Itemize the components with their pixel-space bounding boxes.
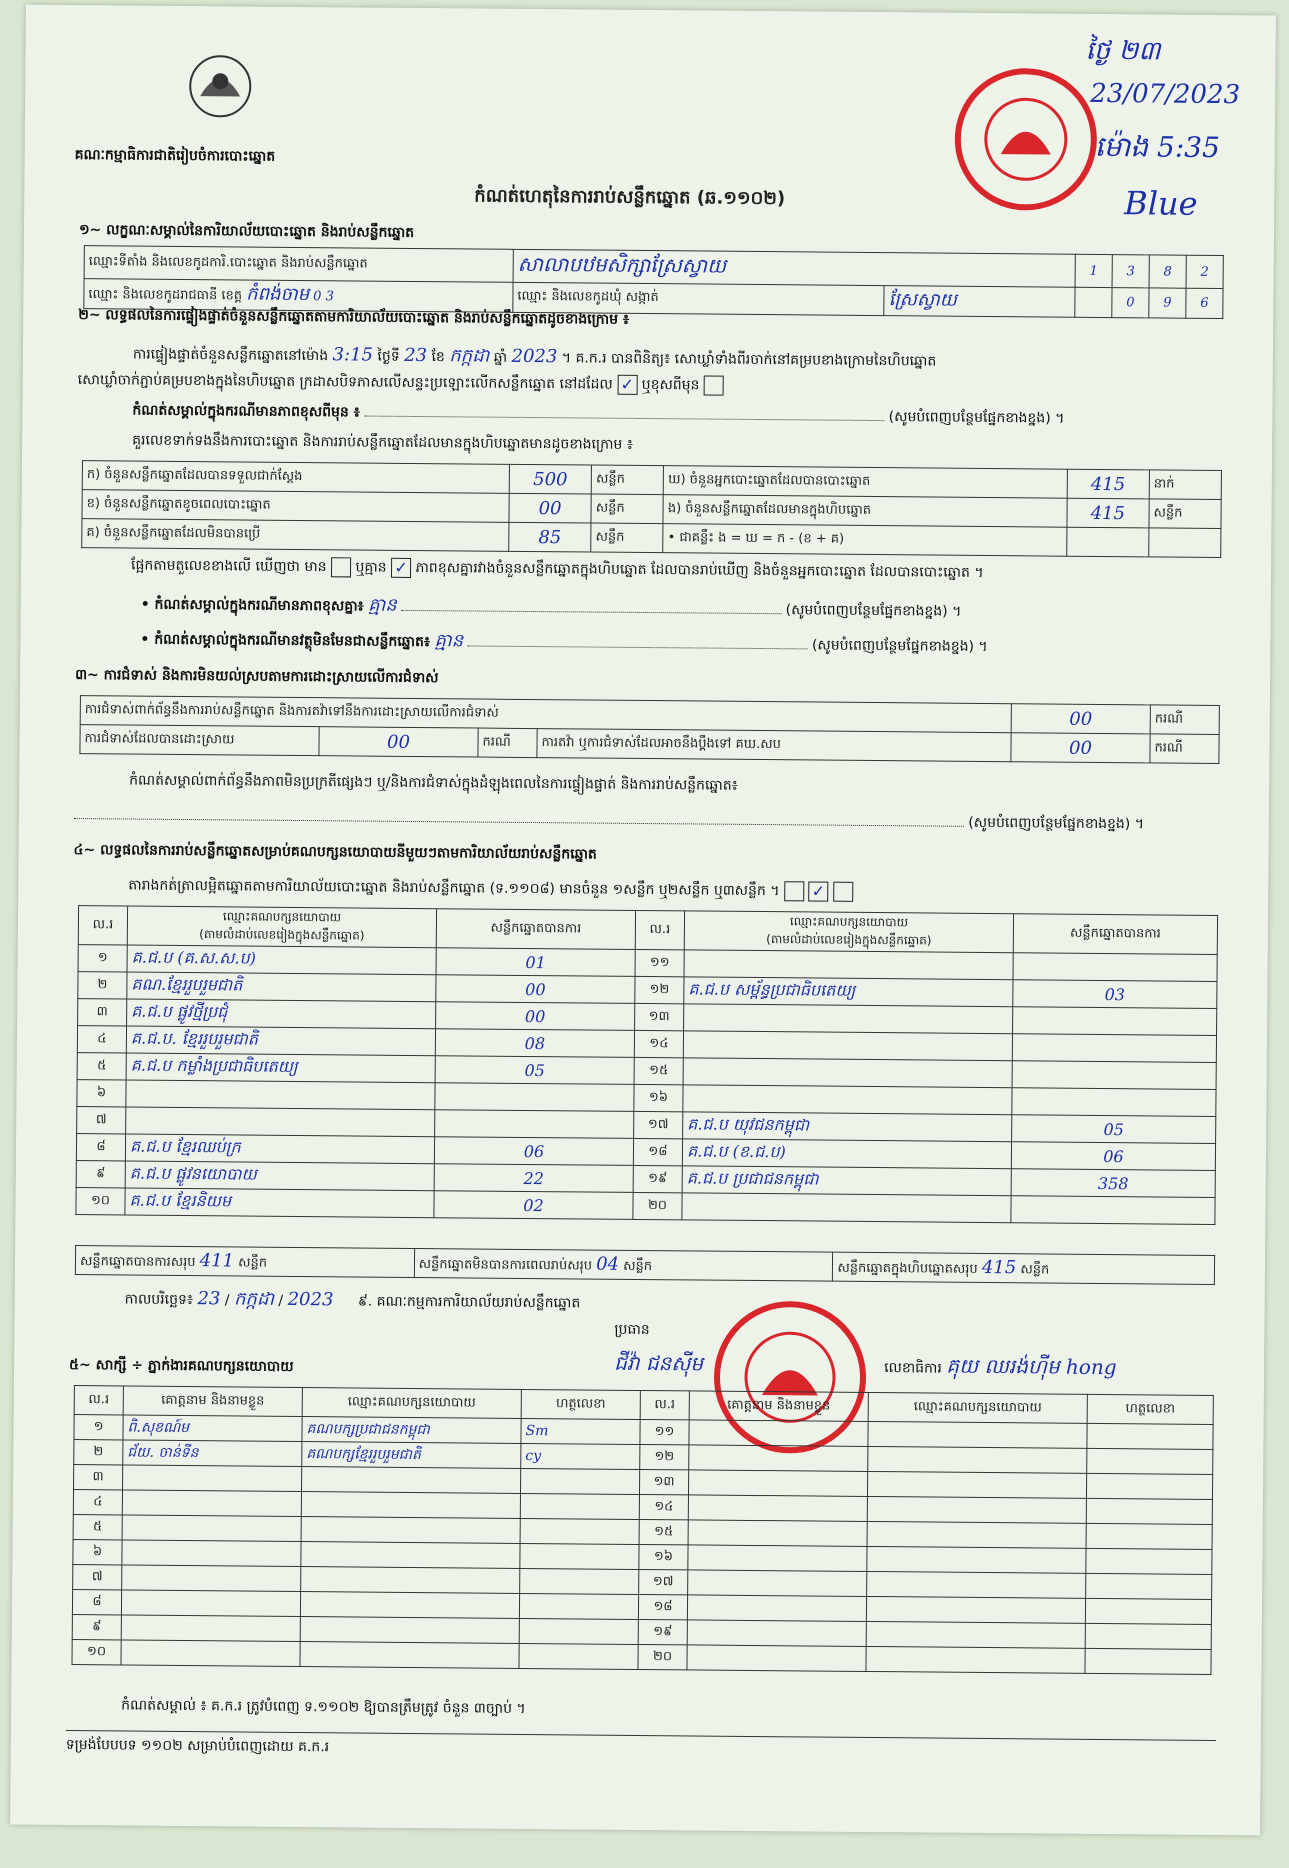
wit-party: គណបក្សប្រជាជនកម្ពុជា: [302, 1417, 521, 1444]
wit-no: ២០: [638, 1644, 687, 1669]
res-votes: 05: [435, 1056, 634, 1085]
wit-name: [687, 1595, 866, 1622]
wit-name: [122, 1540, 301, 1567]
res-no: ១១: [635, 949, 684, 976]
chair-signature: ជីវ៉ា ជនស៊ីម: [614, 1350, 704, 1376]
row1-value: សាលាបឋមសិក្សាស្រែស្វាយ: [513, 249, 1075, 287]
count-right-label: • ជាគន្លឹះ ង = ឃ = ក - (ខ + គ): [663, 524, 1066, 557]
row1-label: ឈ្មោះទីតាំង និងលេខកូដការិ.បោះឆ្នោត និងរាប់សន្លឹកឆ្នោត: [84, 246, 513, 283]
obj-r1-unit: ករណី: [1150, 705, 1219, 735]
total-box-unit: សន្លឹក: [1020, 1261, 1050, 1278]
year-value: 2023: [511, 345, 558, 368]
count-left-label: ក) ចំនួនសន្លឹកឆ្នោតដែលបានទទួលជាក់ស្តែង: [82, 461, 509, 494]
res-party: [683, 1058, 1012, 1088]
wit-col-no: ល.រ: [74, 1386, 123, 1415]
line1-d: ឆ្នាំ: [493, 349, 508, 366]
obj-r2-value: 00: [319, 727, 478, 757]
section4-heading: ៤~ លទ្ធផលនៃការរាប់សន្លឹកឆ្នោតសម្រាប់គណបក្សនយោបាយនីមួយៗតាមការិយាល័យរាប់សន្លឹកឆ្នោត: [73, 842, 597, 863]
count-table: [81, 460, 1222, 558]
wit-party: [866, 1646, 1085, 1673]
wit-no: ១១: [640, 1419, 689, 1444]
res-party: [683, 1031, 1012, 1061]
obj-r2-unit: ករណី: [478, 728, 537, 758]
total-valid-unit: សន្លឹក: [238, 1254, 268, 1271]
note-dotline: [364, 416, 884, 422]
res-votes: 00: [436, 975, 635, 1004]
bullet1-suffix: (សូមបំពេញបន្ថែមផ្នែកខាងខ្នង) ។: [785, 602, 962, 620]
wit-name: [122, 1565, 301, 1592]
res-votes: 08: [435, 1029, 634, 1058]
wit-sig: [519, 1643, 638, 1669]
total-invalid: [414, 1249, 833, 1282]
sheets-1-checkbox[interactable]: [784, 881, 804, 901]
witness-table: [71, 1385, 1213, 1675]
res-votes: [435, 1083, 634, 1112]
total-invalid-unit: សន្លឹក: [623, 1258, 653, 1274]
res-no: ១: [78, 945, 127, 972]
res-party: គ.ជ.ប (ខ.ជ.ប): [682, 1139, 1011, 1169]
wit-no: ១៧: [639, 1569, 688, 1594]
wit-name: [689, 1445, 868, 1472]
sheets-3-checkbox[interactable]: [833, 882, 853, 902]
res-party: គ.ជ.ប កម្លាំងប្រជាធិបតេយ្យ: [126, 1053, 435, 1083]
wit-no: ១០: [72, 1640, 121, 1665]
row2-code2-2: 9: [1149, 288, 1186, 318]
wit-no: ៤: [73, 1490, 122, 1515]
wit-party: [866, 1596, 1085, 1623]
compare-a: ផ្អែកតាមតួលេខខាងលើ ឃើញថា មាន: [131, 557, 327, 576]
wit-party: [300, 1642, 519, 1669]
section3-note: កំណត់សម្គាល់ពាក់ព័ន្ធនឹងភាពមិនប្រក្រតីផ្សេងៗ ឬ/និងការជំទាស់ក្នុងដំឡុងពេលនៃការផ្ទៀងផ្ទាត់ និងការរាប់សន្លឹកឆ្នោត៖: [129, 772, 738, 794]
line2-text: សោឃ្លាំចាក់ភ្ជាប់គម្របខាងក្នុងនៃហិបឆ្នោត ក្រដាសបិទភាសលើសន្ទះប្រឡោះលើកសន្លឹកឆ្នោត នៅដដែល: [77, 372, 613, 393]
res-party: គ.ជ.ប សម្ព័ន្ធប្រជាធិបតេយ្យ: [684, 977, 1013, 1007]
wit-name: [689, 1420, 868, 1447]
res-party: [126, 1107, 435, 1137]
res-no: ៥: [77, 1053, 126, 1080]
wit-no: ១៣: [639, 1469, 688, 1494]
res-no: ១៧: [634, 1111, 683, 1138]
res-no: ៣: [78, 999, 127, 1026]
wit-no: ១៩: [638, 1619, 687, 1644]
count-right-value: [1066, 527, 1149, 557]
day-value: 23: [404, 344, 428, 367]
wit-sig: [1085, 1623, 1211, 1649]
obj-r2-unit2: ករណី: [1150, 734, 1219, 764]
res-no: ១៨: [633, 1138, 682, 1165]
total-box-value: 415: [981, 1256, 1017, 1278]
total-valid-value: 411: [199, 1249, 235, 1271]
wit-sig: Sm: [521, 1418, 640, 1444]
res-party: គ.ជ.ប ខ្មែរនិយម: [125, 1188, 434, 1218]
diff-no-checkbox[interactable]: ✓: [391, 558, 411, 578]
wit-party: [300, 1592, 519, 1619]
wit-party: [867, 1471, 1086, 1498]
res-votes: 00: [436, 1002, 635, 1031]
wit-no: ១: [74, 1415, 123, 1440]
section2-note: [132, 401, 1232, 432]
obj-r2-label2: ការតវ៉ា ឬការជំទាស់ដែលអាចនឹងប្តឹងទៅ គឃ.សប: [537, 729, 1011, 762]
wit-party: [300, 1617, 519, 1644]
wit-col-sig-2: ហត្ថលេខា: [1087, 1394, 1213, 1424]
res-party: គ.ជ.ប យុវជនកម្ពុជា: [683, 1112, 1012, 1142]
count-left-unit: សន្លឹក: [591, 494, 663, 524]
res-party: គណ.ខ្មែររួបរួមជាតិ: [127, 972, 436, 1002]
wit-party: [867, 1496, 1086, 1523]
wit-sig: [520, 1493, 639, 1519]
wit-sig: [520, 1568, 639, 1594]
wit-no: ៣: [74, 1465, 123, 1490]
res-party: គ.ជ.ប ផ្លូវនយោបាយ: [125, 1161, 434, 1191]
row2-code2-1: 0: [1112, 288, 1149, 318]
res-col-party-text: ឈ្មោះគណបក្សនយោបាយ: [222, 909, 342, 925]
total-valid: [75, 1246, 414, 1278]
date-line: កាលបរិច្ឆេទ៖ 23 / កក្កដា / 2023 ៩. គណៈកម្មការការិយាល័យរាប់សន្លឹកឆ្នោត: [124, 1288, 581, 1312]
wit-col-name-2: គោត្តនាម និងនាមខ្លួន: [689, 1391, 868, 1422]
compare-c: ភាពខុសគ្នារវាងចំនួនសន្លឹកឆ្នោតក្នុងហិបឆ្នោត ដែលបានរាប់ឃើញ និងចំនួនអ្នកបោះឆ្នោត ដែលបានបោះឆ្នោត ។: [415, 560, 984, 581]
note-label: កំណត់សម្គាល់ក្នុងករណីមានភាពខុសពីមុន ៖: [132, 402, 360, 421]
wit-sig: [1086, 1523, 1212, 1549]
res-party: [684, 1004, 1013, 1034]
time-value: 3:15: [332, 344, 374, 366]
section4-sub: [128, 876, 1228, 907]
res-col-party: [127, 906, 436, 948]
row2-label2: ឈ្មោះ និងលេខកូដឃុំ សង្កាត់: [513, 282, 884, 315]
bullet2-dots: [468, 645, 808, 649]
res-col-votes-2: សន្លឹកឆ្នោតបានការ: [1013, 914, 1217, 955]
obj-r1-value: 00: [1011, 704, 1150, 734]
wit-sig: [1087, 1448, 1213, 1474]
date-day: 23: [197, 1288, 221, 1310]
wit-sig: [1087, 1423, 1213, 1449]
wit-no: ៦: [73, 1540, 122, 1565]
count-right-unit: [1149, 528, 1221, 558]
count-left-value: 85: [509, 522, 592, 552]
res-votes: 358: [1011, 1169, 1215, 1198]
chair-label: ប្រធាន: [614, 1321, 650, 1339]
wit-name: ជ័យ. ចាន់ទីន: [123, 1440, 302, 1467]
wit-sig: [1085, 1598, 1211, 1624]
date-year: 2023: [287, 1288, 334, 1311]
wit-sig: [1086, 1548, 1212, 1574]
bullet1-line: [141, 591, 1231, 628]
wit-name: [688, 1520, 867, 1547]
wit-party: [301, 1542, 520, 1569]
res-party: គ.ជ.ប ផ្លូវថ្មីប្រជុំ: [127, 999, 436, 1029]
wit-party: [868, 1446, 1087, 1473]
count-right-value: 415: [1067, 469, 1150, 499]
wit-name: [121, 1640, 300, 1667]
wit-name: [121, 1590, 300, 1617]
totals-table: [75, 1245, 1215, 1285]
org-name: គណៈកម្មាធិការជាតិរៀបចំការបោះឆ្នោត: [74, 147, 276, 165]
count-left-label: ខ) ចំនួនសន្លឹកឆ្នោតខូចពេលបោះឆ្នោត: [82, 490, 509, 523]
wit-no: ២: [74, 1440, 123, 1465]
wit-name: [688, 1570, 867, 1597]
obj-r1-label: ការជំទាស់ពាក់ព័ន្ធនឹងការរាប់សន្លឹកឆ្នោត និងការតវ៉ាទៅនឹងការដោះស្រាយលើការជំទាស់: [80, 696, 1011, 733]
res-no: ១២: [635, 976, 684, 1003]
wit-party: [867, 1571, 1086, 1598]
row2-value2: ស្រែស្វាយ: [884, 286, 1075, 318]
wit-name: [122, 1490, 301, 1517]
changed-label: ឬខុសពីមុន: [641, 376, 700, 394]
wit-no: ១២: [640, 1444, 689, 1469]
count-right-unit: នាក់: [1149, 470, 1221, 500]
res-votes: 03: [1013, 980, 1217, 1009]
res-no: ១៤: [634, 1030, 683, 1057]
row2-empty: [1075, 287, 1112, 317]
res-votes: [1012, 1088, 1216, 1117]
res-col-party-sub-2: (តាមលំដាប់លេខរៀងក្នុងសន្លឹកឆ្នោត): [766, 932, 932, 948]
res-votes: [1013, 953, 1217, 982]
wit-sig: [519, 1618, 638, 1644]
emblem-logo: [185, 51, 256, 122]
count-right-unit: សន្លឹក: [1149, 499, 1221, 529]
committee-label: ៩. គណៈកម្មការការិយាល័យរាប់សន្លឹកឆ្នោត: [357, 1293, 581, 1312]
res-no: ២០: [633, 1192, 682, 1219]
intact-checkbox[interactable]: ✓: [617, 375, 637, 395]
sheets-2-checkbox[interactable]: ✓: [808, 881, 828, 901]
changed-checkbox[interactable]: [704, 376, 724, 396]
wit-col-no-2: ល.រ: [640, 1390, 689, 1419]
objection-table: [79, 695, 1219, 764]
res-party: គ.ជ.ប (គ.ស.ស.ប): [127, 945, 436, 975]
res-votes: 05: [1012, 1115, 1216, 1144]
res-votes: [435, 1110, 634, 1139]
count-right-label: ង) ចំនួនសន្លឹកឆ្នោតដែលមានក្នុងហិបឆ្នោត: [663, 495, 1066, 528]
wit-no: ១៨: [638, 1594, 687, 1619]
line1-b: ថ្ងៃទី: [377, 348, 400, 365]
wit-party: [301, 1567, 520, 1594]
total-invalid-label: សន្លឹកឆ្នោតមិនបានការពេលរាប់សរុប: [418, 1256, 593, 1274]
section5-heading: ៥~ សាក្សី ÷ ភ្នាក់ងារគណបក្សនយោបាយ: [69, 1357, 294, 1375]
wit-sig: [1085, 1648, 1211, 1674]
res-party: [126, 1080, 435, 1110]
res-votes: 01: [436, 948, 635, 977]
count-left-unit: សន្លឹក: [591, 523, 663, 553]
row2-label-text: ឈ្មោះ និងលេខកូដរាជធានី ខេត្ត: [88, 287, 243, 304]
wit-name: [121, 1615, 300, 1642]
wit-name: [122, 1515, 301, 1542]
stamp-note-time: ម៉ោង 5:35: [1094, 129, 1221, 165]
wit-party: [867, 1546, 1086, 1573]
res-no: ៨: [76, 1134, 125, 1161]
wit-name: [688, 1495, 867, 1522]
res-votes: 02: [434, 1191, 633, 1220]
wit-name: [687, 1645, 866, 1672]
row1-code-1: 1: [1075, 254, 1112, 287]
res-no: ៧: [77, 1107, 126, 1134]
wit-sig: [520, 1543, 639, 1569]
sec3-dots: [74, 818, 964, 827]
line1-e: ។ គ.ក.រ បានពិនិត្យ៖ សោឃ្លាំទាំងពីរចាក់នៅគម្របខាងក្រោមនៃហិបឆ្នោត: [561, 350, 937, 370]
wit-name: [687, 1620, 866, 1647]
form-title: កំណត់ហេតុនៃការរាប់សន្លឹកឆ្នោត (ឆ.១១០២): [474, 185, 786, 210]
diff-yes-checkbox[interactable]: [331, 557, 351, 577]
bullet1-value: គ្មាន: [368, 594, 397, 616]
res-no: ១៩: [633, 1165, 682, 1192]
section2-sub: គួរលេខទាក់ទងនឹងការបោះឆ្នោត និងការរាប់សន្លឹកឆ្នោតដែលមានក្នុងហិបឆ្នោតមានដូចខាងក្រោម ៖: [132, 432, 634, 453]
count-left-value: 500: [509, 464, 592, 494]
total-box-label: សន្លឹកឆ្នោតក្នុងហិបឆ្នោតសរុប: [837, 1260, 978, 1277]
form-sheet: [10, 5, 1276, 1836]
res-party: គ.ជ.ប ខ្មែរឈប់ក្រ: [125, 1134, 434, 1164]
date-label: កាលបរិច្ឆេទ៖: [124, 1291, 194, 1309]
res-no: ២: [78, 972, 127, 999]
stamp-note-date: 23/07/2023: [1090, 78, 1241, 111]
wit-no: ៨: [72, 1590, 121, 1615]
res-votes: [1012, 1034, 1216, 1063]
wit-sig: cy: [521, 1443, 640, 1469]
res-col-party-2: [684, 911, 1013, 953]
stamp-note-day: ថ្ងៃ ២៣: [1085, 35, 1161, 67]
row1-code-4: 2: [1186, 255, 1223, 288]
res-votes: 06: [1011, 1142, 1215, 1171]
wit-sig: [520, 1468, 639, 1494]
bullet2-label: • កំណត់សម្គាល់ក្នុងករណីមានវត្ថុមិនមែនជាសន្លឹកឆ្នោត៖: [140, 631, 431, 651]
bullet2-value: គ្មាន: [434, 630, 464, 652]
res-party: [683, 1085, 1012, 1115]
wit-party: [866, 1621, 1085, 1648]
results-table: [75, 905, 1218, 1225]
bullet2-line: [140, 626, 1230, 663]
res-col-party-text-2: ឈ្មោះគណបក្សនយោបាយ: [789, 914, 909, 930]
total-valid-label: សន្លឹកឆ្នោតបានការសរុប: [79, 1253, 196, 1270]
wit-sig: [520, 1518, 639, 1544]
count-left-label: គ) ចំនួនសន្លឹកឆ្នោតដែលមិនបានប្រើ: [82, 519, 509, 552]
line1-a: ការផ្ទៀងផ្ទាត់ចំនួនសន្លឹកឆ្នោតនៅម៉ោង: [132, 346, 329, 365]
obj-r2-value2: 00: [1011, 733, 1150, 763]
wit-sig: [519, 1593, 638, 1619]
res-col-no-2: ល.រ: [635, 910, 684, 949]
total-box: [833, 1252, 1215, 1284]
footnote: កំណត់សម្គាល់ ៖ គ.ក.រ ត្រូវបំពេញ ទ.១១០២ ឱ្យបានត្រឹមត្រូវ ចំនួន ៣ច្បាប់ ។: [121, 1697, 526, 1718]
wit-name: ពិ.សុខណ៍ម: [123, 1415, 302, 1442]
res-no: ១៦: [634, 1084, 683, 1111]
date-month: កក្កដា: [233, 1288, 275, 1310]
sec3-suffix: (សូមបំពេញបន្ថែមផ្នែកខាងខ្នង) ។: [968, 814, 1145, 833]
wit-col-name: គោត្តនាម និងនាមខ្លួន: [123, 1386, 302, 1417]
row2-code-1: 0: [313, 289, 322, 305]
secretary-signature: គុយ ឈរង់ហ៊ីម hong: [946, 1353, 1117, 1380]
obj-r2-label: ការជំទាស់ដែលបានដោះស្រាយ: [80, 725, 319, 756]
row2-value: កំពង់ចាម: [246, 283, 310, 306]
res-votes: [1013, 1007, 1217, 1036]
count-right-label: ឃ) ចំនួនអ្នកបោះឆ្នោតដែលបានបោះឆ្នោត: [663, 466, 1066, 499]
res-no: ១៣: [635, 1003, 684, 1030]
res-party: គ.ជ.ប. ខ្មែររួបរួមជាតិ: [126, 1026, 435, 1056]
section2-line2: [78, 370, 724, 397]
note-suffix: (សូមបំពេញបន្ថែមផ្នែកខាងខ្នង) ។: [888, 409, 1065, 427]
wit-no: ១៥: [639, 1519, 688, 1544]
wit-name: [688, 1470, 867, 1497]
count-right-value: 415: [1066, 498, 1149, 528]
res-votes: 22: [434, 1164, 633, 1193]
official-stamp: [954, 68, 1097, 211]
section1-heading: ១~ លក្ខណៈសម្គាល់នៃការិយាល័យបោះឆ្នោត និងរាប់សន្លឹកឆ្នោត: [78, 222, 415, 241]
section3-note-line: [74, 805, 1224, 836]
res-votes: 06: [434, 1137, 633, 1166]
wit-col-party-2: ឈ្មោះគណបក្សនយោបាយ: [868, 1392, 1087, 1423]
res-party: [682, 1193, 1011, 1223]
res-col-votes: សន្លឹកឆ្នោតបានការ: [436, 909, 635, 950]
count-left-value: 00: [509, 493, 592, 523]
month-value: កក្កដា: [449, 345, 490, 367]
wit-party: គណបក្សខ្មែររួបរួមជាតិ: [302, 1442, 521, 1469]
wit-party: [301, 1517, 520, 1544]
res-col-no: ល.រ: [78, 906, 127, 945]
wit-no: ៩: [72, 1615, 121, 1640]
wit-party: [867, 1521, 1086, 1548]
wit-no: ៧: [73, 1565, 122, 1590]
bullet2-suffix: (សូមបំពេញបន្ថែមផ្នែកខាងខ្នង) ។: [811, 637, 988, 655]
res-no: ១០: [76, 1188, 125, 1215]
row1-code-3: 8: [1149, 255, 1186, 288]
wit-sig: [1086, 1573, 1212, 1599]
row2-code2-3: 6: [1186, 288, 1223, 318]
res-col-party-sub: (តាមលំដាប់លេខរៀងក្នុងសន្លឹកឆ្នោត): [199, 927, 365, 943]
count-left-unit: សន្លឹក: [591, 465, 663, 495]
wit-name: [123, 1465, 302, 1492]
res-party: គ.ជ.ប ប្រជាជនកម្ពុជា: [682, 1166, 1011, 1196]
compare-b: ឬគ្មាន: [355, 559, 387, 576]
res-no: ៩: [76, 1161, 125, 1188]
secretary-label: លេខាធិការ: [884, 1360, 942, 1377]
wit-no: ១៦: [639, 1544, 688, 1569]
wit-sig: [1086, 1473, 1212, 1499]
wit-col-party: ឈ្មោះគណបក្សនយោបាយ: [302, 1388, 521, 1419]
res-votes: [1011, 1196, 1215, 1225]
row2-code-2: 3: [325, 289, 334, 305]
res-no: ៦: [77, 1080, 126, 1107]
form-code: ទម្រង់បែបបទ ១១០២ សម្រាប់បំពេញដោយ គ.ក.រ: [66, 1730, 1216, 1766]
section2-heading: ២~ លទ្ធផលនៃការផ្ទៀងផ្ទាត់ចំនួនសន្លឹកឆ្នោតតាមការិយាល័យបោះឆ្នោត និងរាប់សន្លឹកឆ្នោតដូចខាងក្រោម ៖: [78, 307, 630, 328]
line1-c: ខែ: [431, 349, 445, 366]
wit-col-sig: ហត្ថលេខា: [521, 1389, 640, 1419]
total-invalid-value: 04: [596, 1253, 620, 1275]
bullet1-dots: [401, 610, 781, 614]
res-no: ១៥: [634, 1057, 683, 1084]
wit-no: ៥: [73, 1515, 122, 1540]
res-no: ៤: [77, 1026, 126, 1053]
wit-no: ១៤: [639, 1494, 688, 1519]
wit-sig: [1086, 1498, 1212, 1524]
row1-code-2: 3: [1112, 255, 1149, 288]
wit-party: [301, 1467, 520, 1494]
bullet1-label: • កំណត់សម្គាល់ក្នុងករណីមានភាពខុសគ្នា៖: [140, 596, 364, 615]
signature-top: Blue: [1124, 184, 1198, 223]
compare-line: [131, 556, 1231, 587]
sec4-sub-text: តារាងកត់ត្រាលម្អិតឆ្នោតតាមការិយាល័យបោះឆ្នោត និងរាប់សន្លឹកឆ្នោត (ទ.១១០៨) មានចំនួន ១សន្លឹក ឬ២សន្លឹក ឬ៣សន្លឹក ។: [128, 877, 780, 900]
res-party: [684, 950, 1013, 980]
wit-name: [688, 1545, 867, 1572]
res-votes: [1012, 1061, 1216, 1090]
wit-party: [868, 1421, 1087, 1448]
wit-party: [301, 1492, 520, 1519]
section3-heading: ៣~ ការជំទាស់ និងការមិនយល់ស្របតាមការដោះស្រាយលើការជំទាស់: [75, 667, 439, 687]
secretary-line: [884, 1352, 1117, 1384]
